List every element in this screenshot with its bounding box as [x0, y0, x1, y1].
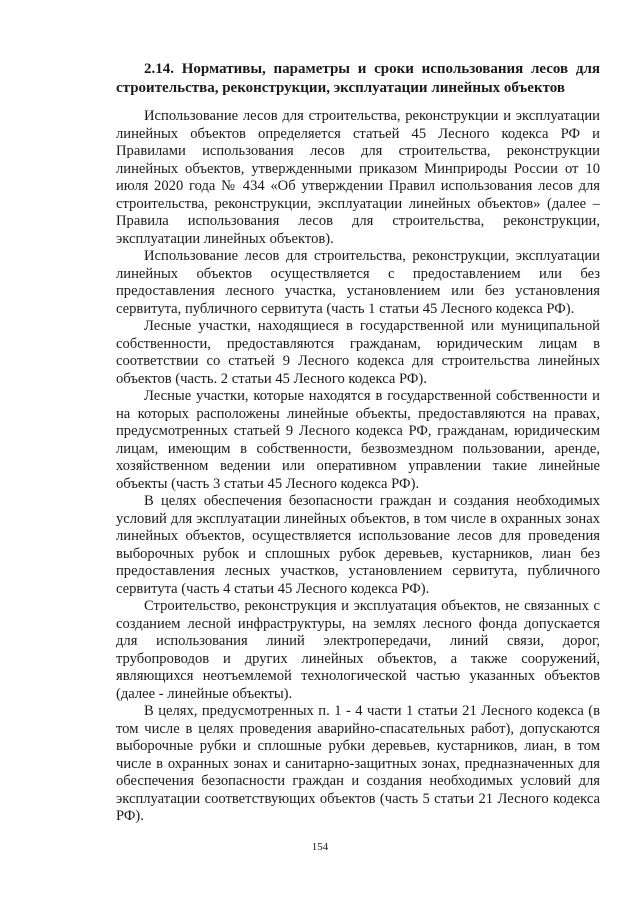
paragraph: В целях, предусмотренных п. 1 - 4 части 1 статьи 21 Лесного кодекса (в том числе в целях проведения аварийно-спасательных работ), допускаются выборочные рубки и сплошные рубки деревьев, кустарников, лиан, в том числе в охранных зонах и санитарно-защитных зонах, предназначенных для обеспечения безопасности граждан и создания необходимых условий для эксплуатации соответствующих объектов (часть 5 статьи 21 Лесного кодекса РФ). [116, 703, 600, 824]
paragraph: В целях обеспечения безопасности граждан и создания необходимых условий для эксплуатации линейных объектов, в том числе в охранных зонах линейных объектов, осуществляется использование лесов для проведения выборочных рубок и сплошных рубок деревьев, кустарников, лиан без предоставления лесных участков, установлением сервитута, публичного сервитута (часть 4 статьи 45 Лесного кодекса РФ). [116, 493, 600, 597]
section-body [116, 108, 600, 826]
paragraph: Использование лесов для строительства, реконструкции и эксплуатации линейных объектов определяется статьей 45 Лесного кодекса РФ и Правилами использования лесов для строительства, реконструкции линейных объектов, утвержденными приказом Минприроды России от 10 июля 2020 года № 434 «Об утверждении Правил использования лесов для строительства, реконструкции, эксплуатации линейных объектов» (далее – Правила использования лесов для строительства, реконструкции, эксплуатации линейных объектов). [116, 108, 600, 247]
paragraph: Использование лесов для строительства, реконструкции, эксплуатации линейных объектов осуществляется с предоставлением или без предоставления лесного участка, установлением или без установления сервитута, публичного сервитута (часть 1 статьи 45 Лесного кодекса РФ). [116, 248, 600, 317]
paragraph: Строительство, реконструкция и эксплуатация объектов, не связанных с созданием лесной инфраструктуры, на землях лесного фонда допускается для использования линий электропередачи, линий связи, дорог, трубопроводов и других линейных объектов, а также сооружений, являющихся неотъемлемой технологической частью указанных объектов (далее - линейные объекты). [116, 598, 600, 702]
paragraph: Лесные участки, которые находятся в государственной собственности и на которых расположены линейные объекты, предоставляются на правах, предусмотренных статьей 9 Лесного кодекса РФ, гражданам, юридическим лицам, имеющим в собственности, безвозмездном пользовании, аренде, хозяйственном ведении или оперативном управлении такие линейные объекты (часть 3 статьи 45 Лесного кодекса РФ). [116, 388, 600, 492]
paragraph: Лесные участки, находящиеся в государственной или муниципальной собственности, предоставляются гражданам, юридическим лицам в соответствии со статьей 9 Лесного кодекса для строительства линейных объектов (часть. 2 статьи 45 Лесного кодекса РФ). [116, 318, 600, 387]
page-number: 154 [311, 841, 329, 853]
section-heading: 2.14. Нормативы, параметры и сроки использования лесов для строительства, реконструкции, эксплуатации линейных объектов [116, 61, 600, 96]
